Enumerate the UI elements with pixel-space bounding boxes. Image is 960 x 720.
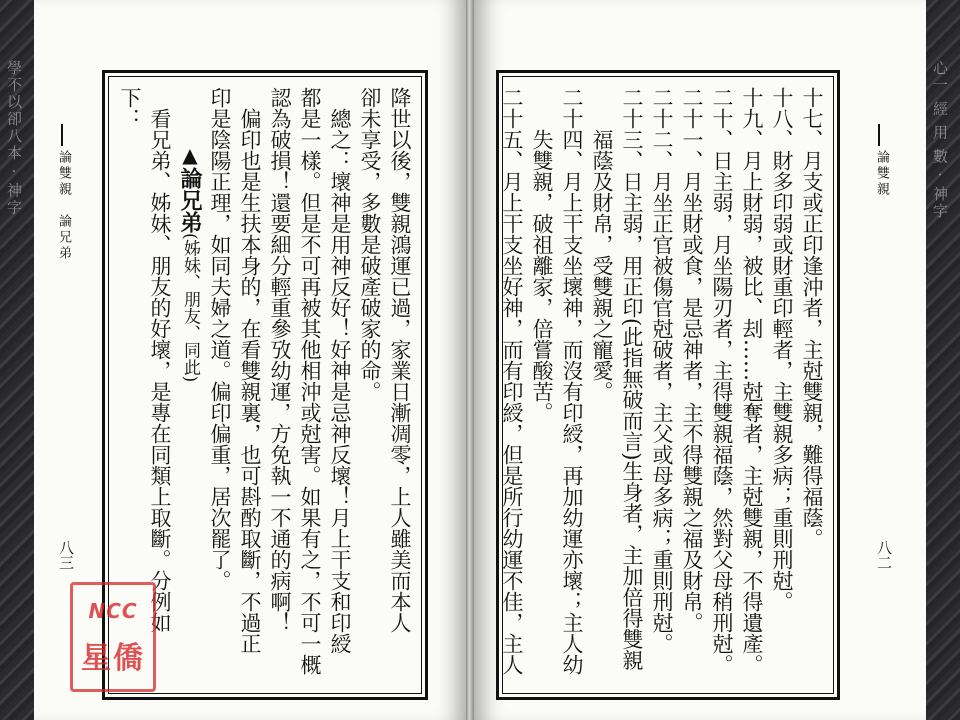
right-page <box>474 0 926 720</box>
watermark-cjk: 星僑 <box>81 641 145 676</box>
edge-left-text: 學不以卻八本 · 神字 <box>5 60 23 217</box>
text-column: 二十三、日主弱，用正印(此指無破而言)生身者，主加倍得雙親 <box>620 87 644 671</box>
text-column: 十八、財多印弱或財重印輕者，主雙親多病；重則刑尅。 <box>770 87 794 612</box>
watermark-latin: NCC <box>88 599 138 623</box>
text-column: 下： <box>118 87 142 129</box>
text-column: 二十五、月上干支坐好神，而有印綬，但是所行幼運不佳，主人 <box>500 87 524 675</box>
text-column: 福蔭及財帛，受雙親之寵愛。 <box>590 129 614 402</box>
heading-title: 論兄弟 <box>177 167 203 233</box>
text-column: 印是陰陽正理，如同夫婦之道。偏印偏重，居次罷了。 <box>208 87 232 591</box>
text-column: 十七、月支或正印逢沖者，主尅雙親，難得福蔭。 <box>800 87 824 549</box>
heading-subtitle: (姊妹、朋友、同此) <box>180 233 200 383</box>
text-column: 認為破損！還要細分輕重參攷幼運，方免執一不通的病啊！ <box>268 87 292 633</box>
text-column: 總之：壞神是用神反好！好神是忌神反壞！月上干支和印綬 <box>328 108 352 654</box>
book-gutter <box>466 0 474 720</box>
triangle-icon: ▲ <box>178 143 202 167</box>
left-text-columns <box>115 87 415 687</box>
page-number-right: 八二 <box>875 540 893 570</box>
left-page <box>34 0 466 720</box>
text-column: 二十四、月上干支坐壞神，而沒有印綬，再加幼運亦壞；主人幼 <box>560 87 584 675</box>
watermark-seal <box>70 582 156 692</box>
right-text-columns <box>500 87 827 687</box>
text-column: 二十一、月坐財或食，是忌神者，主不得雙親之福及財帛。 <box>680 87 704 633</box>
section-heading <box>175 87 205 687</box>
text-frame-right <box>496 70 840 700</box>
text-column: 二十、日主弱，月坐陽刃者，主得雙親福蔭，然對父母稍刑尅。 <box>710 87 734 675</box>
book-edge-right <box>926 0 960 720</box>
text-column: 降世以後，雙親鴻運已過，家業日漸凋零，上人雖美而本人 <box>388 87 412 633</box>
page-number-left: 八三 <box>57 540 75 570</box>
header-rule <box>61 124 63 146</box>
text-column: 卻未享受，多數是破產破家的命。 <box>358 87 382 402</box>
text-column: 十九、月上財弱，被比、刦……尅奪者，主尅雙親，不得遺產。 <box>740 87 764 675</box>
text-column: 失雙親，破祖離家，倍嘗酸苦。 <box>530 129 554 423</box>
text-column: 看兄弟、姊妹、朋友的好壞，是專在同類上取斷。分例如 <box>148 108 172 633</box>
running-head-left: 論雙親 論兄弟 <box>56 150 71 262</box>
header-rule <box>878 124 880 146</box>
book-edge-left <box>0 0 34 720</box>
running-head-right: 論雙親 <box>874 150 889 198</box>
text-column: 偏印也是生扶本身的，在看雙親裏，也可斟酌取斷，不過正 <box>238 108 262 654</box>
text-column: 都是一樣。但是不可再被其他相沖或尅害。如果有之，不可一概 <box>298 87 322 675</box>
text-column: 二十二、月坐正官被傷官尅破者，主父或母多病；重則刑尅。 <box>650 87 674 654</box>
edge-right-text: 心一 經 用 數 · 神字 <box>931 60 949 220</box>
